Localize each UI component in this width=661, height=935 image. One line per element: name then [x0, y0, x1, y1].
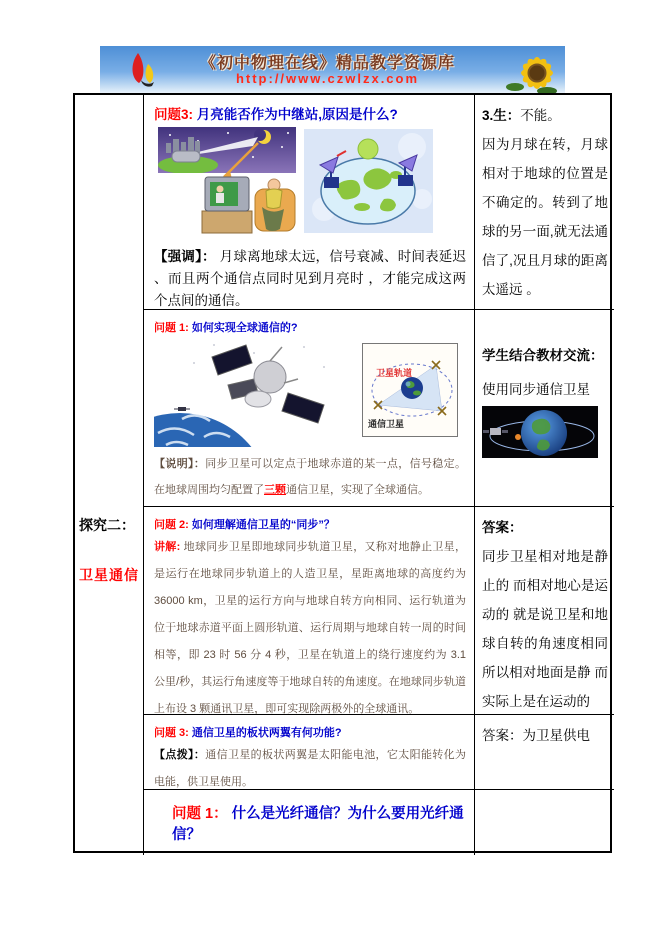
lecture-text: 地球同步卫星即地球同步轨道卫星，又称对地静止卫星，是运行在地球同步轨道上的人造卫星，星距离地球的高度约为 36000 km，卫星的运行方向与地球自转方向相同、运行轨道为位于地球赤道平面上圆形轨道、运行周期与地球自转一周的时间相等，即 23 时 56 分 4 秒，卫星在轨道上的绕行速度约为 3.1 公里/秒，其运行角速度等于地球自转的角速度。在地球同步轨道上布设 3 颗通讯卫星，即可实现除两极外的全球通讯。 [154, 541, 466, 715]
question2-label: 问题 2: [154, 519, 189, 531]
emphasis-label: 【强调】： [154, 249, 216, 264]
student-activity-text: 使用同步通信卫星 [482, 382, 590, 397]
section-subtitle: 卫星通信 [79, 567, 139, 583]
question3-heading [154, 103, 466, 123]
question3-text: 月亮能否作为中继站,原因是什么? [196, 107, 398, 122]
row2-answer-cell [475, 310, 614, 507]
sunflower-image [503, 51, 561, 93]
note-text-pre: 同步卫星可以定点于地球赤道的某一点，信号稳定。在地球周围均匀配置了 [154, 458, 467, 496]
site-banner [100, 46, 565, 93]
student-answer-lead [482, 101, 608, 130]
note-text-post: 通信卫星，实现了全球通信。 [286, 484, 429, 496]
banner-url-link[interactable]: http://www.czwlzx.com [235, 71, 420, 86]
question3b-heading [154, 724, 466, 740]
student-activity-title: 学生结合教材交流： [482, 348, 604, 363]
row5-empty-cell [475, 790, 614, 855]
student-answer-label: 3.生： [482, 108, 521, 123]
row4-content-cell [144, 715, 475, 790]
question2-heading [154, 516, 466, 532]
answer-body: 同步卫星相对地是静止的 而相对地心是运动的 就是说卫星和地球自转的角速度相同 所以相对地面是静 而实际上是在运动的 [482, 549, 608, 709]
fiber-question-heading [172, 802, 466, 844]
lecture-label: 讲解: [154, 541, 181, 553]
lesson-table [73, 93, 612, 853]
row5-content-cell [144, 790, 475, 855]
fiber-question-text: 什么是光纤通信？为什么要用光纤通信？ [172, 806, 464, 843]
note-highlight: 三颗 [264, 484, 286, 496]
row1-answer-cell [475, 95, 614, 310]
lecture-paragraph [154, 534, 466, 715]
note-paragraph [154, 451, 466, 503]
student-answer-short: 不能。 [520, 108, 561, 123]
fiber-question-label: 问题 1： [172, 806, 228, 822]
answer-supply-power: 答案：为卫星供电 [482, 728, 590, 743]
hint-paragraph [154, 742, 466, 790]
note-label: 【说明】： [154, 458, 206, 470]
question3b-label: 问题 3: [154, 727, 189, 739]
moon-relay-tv-image [158, 127, 296, 240]
emphasis-text: 月球离地球太远，信号衰减、时间表延迟 、而且两个通信点同时见到月亮时 ，才能完成这两个点间的通信。 [154, 249, 466, 308]
satellite-over-earth-image [154, 337, 352, 447]
row1-content-cell [144, 95, 475, 310]
satellite-label: 通信卫星 [368, 419, 405, 429]
row3-answer-cell [475, 507, 614, 715]
three-satellite-orbit-diagram [362, 343, 458, 437]
student-answer-body: 因为月球在转，月球相对于地球的位置是不确定的。转到了地球的另一面,就无法通信了,况且月球的距离太遥远 。 [482, 137, 608, 297]
question1-label: 问题 1: [154, 322, 189, 334]
question1-heading [154, 319, 466, 335]
section-title: 探究二： [79, 517, 135, 533]
site-logo-icon [124, 50, 164, 90]
geostationary-earth-image [482, 406, 598, 458]
question1-text: 如何实现全球通信的? [191, 322, 298, 334]
row2-illustrations [154, 337, 466, 447]
row4-answer-cell [475, 715, 614, 790]
row3-content-cell [144, 507, 475, 715]
hint-text: 通信卫星的板状两翼是太阳能电池，它太阳能转化为电能，供卫星使用。 [154, 749, 467, 788]
row1-illustrations [154, 127, 466, 240]
banner-title: 《初中物理在线》精品教学资源库 [199, 55, 455, 72]
question2-text: 如何理解通信卫星的“同步”？ [191, 519, 335, 531]
question3-label: 问题3: [154, 107, 194, 122]
answer-label: 答案： [482, 520, 523, 535]
section-label-cell [75, 95, 144, 855]
orbit-label: 卫星轨道 [376, 368, 413, 378]
question3b-text: 通信卫星的板状两翼有何功能? [191, 727, 342, 739]
earth-ground-stations-image [304, 129, 433, 233]
row2-content-cell [144, 310, 475, 507]
hint-label: 【点拨】： [154, 749, 206, 761]
emphasis-paragraph [154, 246, 466, 310]
